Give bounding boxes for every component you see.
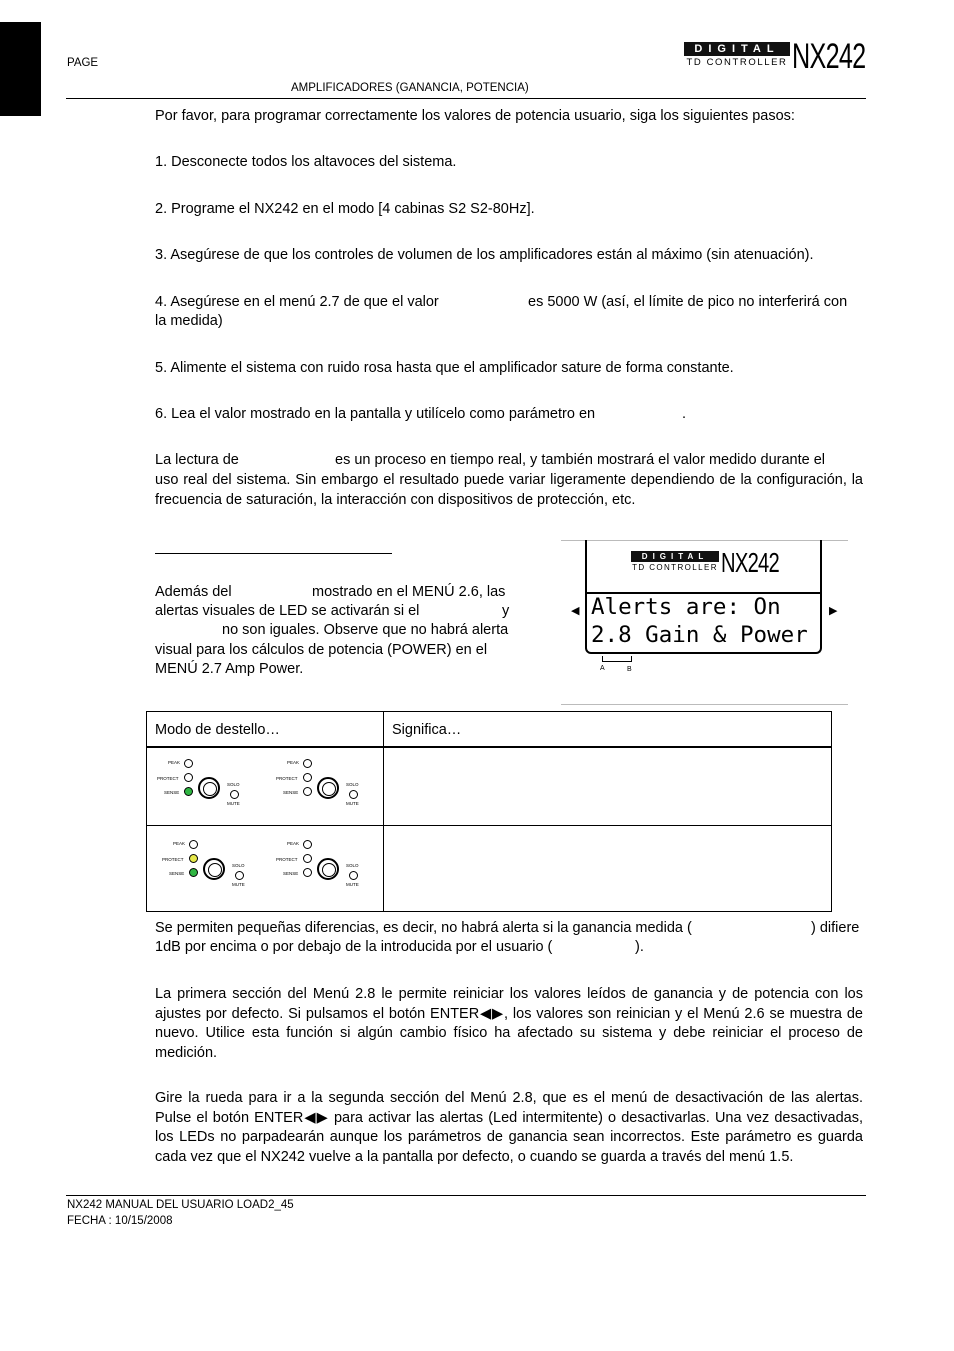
led-label-protect: PROTECT	[276, 775, 298, 781]
led-label-sense: SENSE	[169, 870, 185, 876]
led-label-protect: PROTECT	[276, 856, 298, 862]
step-1: 1. Desconecte todos los altavoces del sistema.	[155, 154, 457, 170]
step-5: 5. Alimente el sistema con ruido rosa hasta que el amplificador sature de forma constante.	[155, 360, 734, 376]
lcd-left-arrow-icon[interactable]: ◀	[571, 605, 580, 617]
alerts-line-2b: y	[502, 603, 510, 619]
led-label-solo: SOLO	[346, 862, 359, 868]
reading-part-c: uso real del sistema. Sin embargo el resultado puede variar ligeramente dependiendo de la configuración, la frecuencia de saturación, la interacción con dispositivos de protección, etc.	[155, 472, 863, 508]
step-6-part-a: 6. Lea el valor mostrado en la pantalla y utilícelo como parámetro en	[155, 406, 596, 422]
lcd-right-arrow-icon[interactable]: ▶	[829, 605, 838, 617]
intro-text: Por favor, para programar correctamente los valores de potencia usuario, siga los siguientes pasos:	[155, 108, 795, 124]
lcd-label-b: B	[627, 666, 632, 673]
led-label-protect: PROTECT	[162, 856, 184, 862]
led-label-sense: SENSE	[283, 789, 299, 795]
led-label-solo: SOLO	[232, 862, 245, 868]
lcd-line-1: Alerts are: On	[591, 594, 781, 620]
solo-led-icon	[349, 871, 358, 880]
lcd-line-2: 2.8 Gain & Power	[591, 622, 808, 648]
alerts-line-4: visual para los cálculos de potencia (POWER) en el	[155, 642, 488, 658]
led-label-solo: SOLO	[227, 781, 240, 787]
lcd-logo-digital: DIGITAL	[631, 551, 719, 562]
led-label-mute: MUTE	[232, 881, 245, 887]
channel-knob-icon[interactable]	[317, 777, 339, 799]
meaning-cell	[384, 825, 832, 911]
led-label-peak: PEAK	[168, 759, 181, 765]
alerts-line-3: no son iguales. Observe que no habrá alerta	[222, 622, 509, 638]
lcd-logo	[631, 547, 802, 578]
reading-part-a: La lectura de	[155, 452, 239, 468]
figure-bottom-rule	[561, 704, 848, 705]
diff-part-a: Se permiten pequeñas diferencias, es decir, no habrá alerta si la ganancia medida (	[155, 920, 692, 936]
protect-led-icon	[303, 854, 312, 863]
reset-paragraph: La primera sección del Menú 2.8 le permite reiniciar los valores leídos de ganancia y de potencia con los ajustes por defecto. Si pulsamos el botón ENTER◀▶, los valores son reinician y el Menú 2.6 se muestra de nuevo. Utilice esta función si algún cambio físico ha afectado su sistema y debe reiniciar el proceso de medición.	[155, 986, 863, 1061]
alerts-line-1a: Además del	[155, 584, 232, 600]
lcd-display	[585, 540, 822, 654]
led-label-mute: MUTE	[227, 800, 240, 806]
alerts-line-2a: alertas visuales de LED se activarán si el	[155, 603, 420, 619]
protect-led-icon	[189, 854, 198, 863]
peak-led-icon	[303, 840, 312, 849]
page-tab-marker	[0, 22, 41, 116]
led-label-peak: PEAK	[287, 759, 300, 765]
led-label-mute: MUTE	[346, 800, 359, 806]
table-row	[147, 825, 832, 911]
logo-model: NX242	[792, 37, 866, 76]
sense-led-icon	[184, 787, 193, 796]
led-label-sense: SENSE	[164, 789, 180, 795]
solo-led-icon	[349, 790, 358, 799]
step-4-part-a: 4. Asegúrese en el menú 2.7 de que el valor	[155, 294, 439, 310]
page-label: PAGE	[67, 57, 99, 69]
led-label-protect: PROTECT	[157, 775, 179, 781]
solo-led-icon	[230, 790, 239, 799]
peak-led-icon	[303, 759, 312, 768]
nx242-logo	[684, 37, 894, 76]
led-label-mute: MUTE	[346, 881, 359, 887]
section-title: AMPLIFICADORES (GANANCIA, POTENCIA)	[291, 82, 529, 94]
alerts-toggle-paragraph: Gire la rueda para ir a la segunda sección del Menú 2.8, que es el menú de desactivación de las alertas. Pulse el botón ENTER◀▶ para activar las alertas (Led intermitente) o desactivarlas. Una vez desactivadas, los LEDs no parpadearán aunque los parámetros de ganancia sean incorrectos. Este parámetro es guarda cada vez que el NX242 vuelve a la pantalla por defecto, o cuando se guarda a través del menú 1.5.	[155, 1090, 863, 1165]
table-row	[147, 747, 832, 826]
footer-rule	[66, 1195, 866, 1196]
logo-digital: DIGITAL	[684, 42, 790, 56]
diff-part-b: ) difiere	[811, 920, 860, 936]
sense-led-icon	[303, 787, 312, 796]
diff-part-c: 1dB por encima o por debajo de la introducida por el usuario (	[155, 939, 553, 955]
led-label-solo: SOLO	[346, 781, 359, 787]
lcd-bracket	[602, 656, 632, 662]
protect-led-icon	[303, 773, 312, 782]
led-panel-pair	[147, 748, 383, 825]
lcd-logo-td: TD CONTROLLER	[632, 563, 718, 572]
table-header-row	[147, 712, 832, 747]
alerts-line-5: MENÚ 2.7 Amp Power.	[155, 661, 304, 677]
led-mode-table	[146, 711, 832, 912]
header-rule	[66, 98, 866, 99]
step-6-part-b: .	[682, 406, 687, 422]
logo-td-controller: TD CONTROLLER	[686, 57, 788, 68]
led-panel-cell	[147, 825, 384, 911]
meaning-cell	[384, 747, 832, 826]
footer-manual: NX242 MANUAL DEL USUARIO LOAD2_45	[67, 1199, 294, 1211]
channel-knob-icon[interactable]	[203, 858, 225, 880]
led-label-peak: PEAK	[287, 840, 300, 846]
sense-led-icon	[189, 868, 198, 877]
peak-led-icon	[184, 759, 193, 768]
footer-date: FECHA : 10/15/2008	[67, 1215, 173, 1227]
section-heading-rule	[155, 553, 392, 554]
led-panel-pair	[147, 826, 383, 911]
lcd-label-a: A	[600, 665, 605, 672]
step-2: 2. Programe el NX242 en el modo [4 cabinas S2 S2-80Hz].	[155, 201, 535, 217]
sense-led-icon	[303, 868, 312, 877]
protect-led-icon	[184, 773, 193, 782]
led-label-peak: PEAK	[173, 840, 186, 846]
step-4-part-b: es 5000 W (así, el límite de pico no interferirá con	[528, 294, 848, 310]
solo-led-icon	[235, 871, 244, 880]
alerts-line-1b: mostrado en el MENÚ 2.6, las	[312, 584, 506, 600]
step-3: 3. Asegúrese de que los controles de volumen de los amplificadores están al máximo (sin atenuación).	[155, 247, 814, 263]
diff-part-d: ).	[635, 939, 644, 955]
lcd-logo-model: NX242	[721, 547, 780, 578]
channel-knob-icon[interactable]	[198, 777, 220, 799]
led-panel-cell	[147, 747, 384, 826]
led-label-sense: SENSE	[283, 870, 299, 876]
table-header-mode: Modo de destello…	[147, 712, 384, 747]
table-header-meaning: Significa…	[384, 712, 832, 747]
peak-led-icon	[189, 840, 198, 849]
step-4-part-c: la medida)	[155, 313, 223, 329]
channel-knob-icon[interactable]	[317, 858, 339, 880]
reading-part-b: es un proceso en tiempo real, y también mostrará el valor medido durante el	[335, 452, 826, 468]
